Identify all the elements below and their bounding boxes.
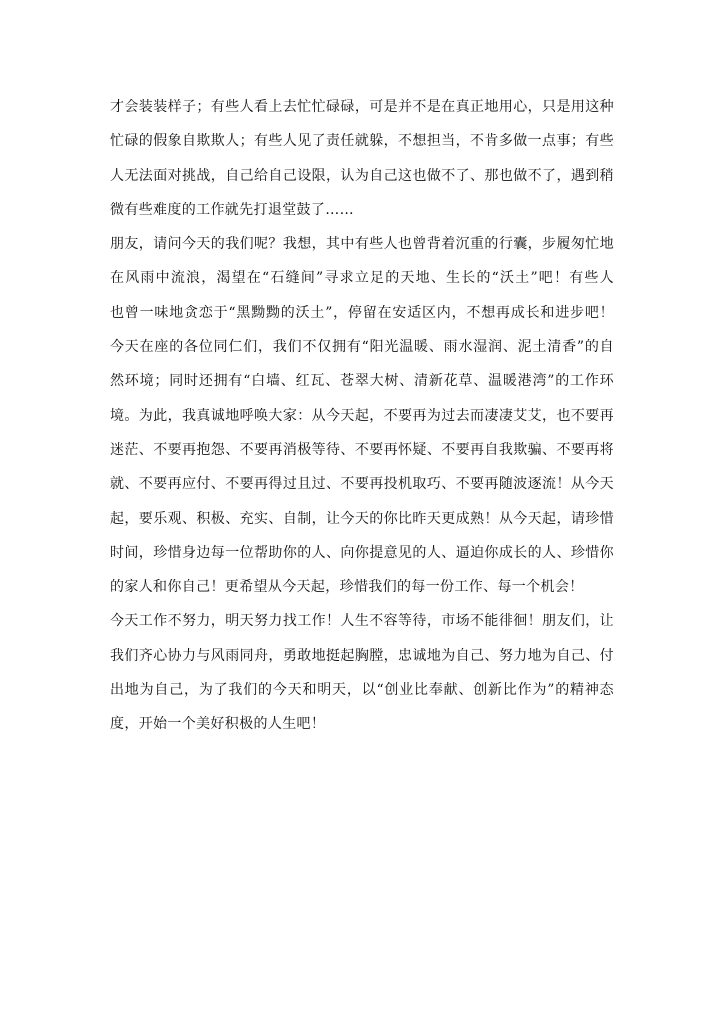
text-line: 的家人和你自己！更希望从今天起，珍惜我们的每一份工作、每一个机会！ (110, 579, 584, 596)
text-line: 今天工作不努力，明天努力找工作！人生不容等待，市场不能徘徊！朋友们，让 (110, 613, 614, 630)
text-line: 朋友，请问今天的我们呢？我想，其中有些人也曾背着沉重的行囊，步履匆忙地 (110, 236, 614, 253)
text-line: 微有些难度的工作就先打退堂鼓了…… (110, 201, 354, 218)
text-line: 我们齐心协力与风雨同舟，勇敢地挺起胸膛，忠诚地为自己、努力地为自己、付 (110, 647, 614, 664)
text-line: 就、不要再应付、不要再得过且过、不要再投机取巧、不要再随波逐流！从今天 (110, 476, 614, 493)
text-line: 度，开始一个美好积极的人生吧！ (110, 716, 326, 733)
body-text (110, 90, 614, 742)
text-line: 出地为自己，为了我们的今天和明天，以“创业比奉献、创新比作为”的精神态 (110, 682, 614, 699)
text-line: 才会装装样子；有些人看上去忙忙碌碌，可是并不是在真正地用心，只是用这种 (110, 99, 614, 115)
text-line: 然环境；同时还拥有“白墙、红瓦、苍翠大树、清新花草、温暖港湾”的工作环 (110, 373, 614, 390)
text-line: 迷茫、不要再抱怨、不要再消极等待、不要再怀疑、不要再自我欺骗、不要再将 (110, 441, 614, 458)
text-line: 人无法面对挑战，自己给自己设限，认为自己这也做不了、那也做不了，遇到稍 (110, 167, 614, 184)
text-line: 起，要乐观、积极、充实、自制，让今天的你比昨天更成熟！从今天起，请珍惜 (110, 510, 614, 527)
text-line: 今天在座的各位同仁们，我们不仅拥有“阳光温暖、雨水湿润、泥土清香”的自 (110, 339, 614, 356)
text-line: 在风雨中流浪，渴望在“石缝间”寻求立足的天地、生长的“沃土”吧！有些人 (110, 270, 614, 287)
text-line: 境。为此，我真诚地呼唤大家：从今天起，不要再为过去而凄凄艾艾，也不要再 (110, 407, 614, 424)
text-line: 忙碌的假象自欺欺人；有些人见了责任就躲，不想担当，不肯多做一点事；有些 (110, 133, 614, 150)
text-line: 也曾一味地贪恋于“黑黝黝的沃土”，停留在安适区内，不想再成长和进步吧！ (110, 304, 614, 321)
text-line: 时间，珍惜身边每一位帮助你的人、向你提意见的人、逼迫你成长的人、珍惜你 (110, 544, 614, 561)
